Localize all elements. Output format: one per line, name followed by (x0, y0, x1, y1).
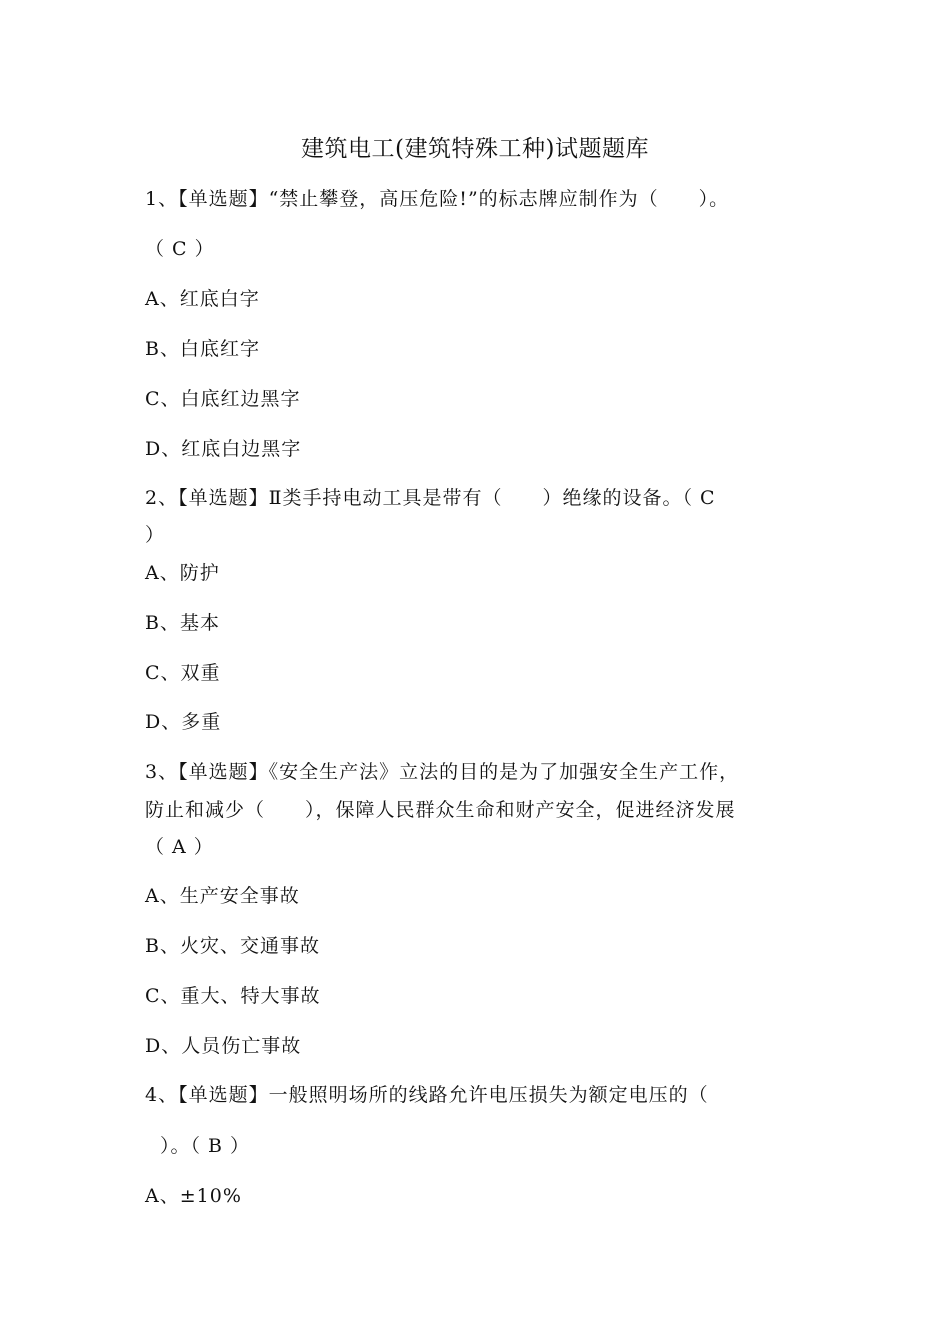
question-3-option-c: C、重大、特大事故 (145, 985, 321, 1007)
question-4-stem-line-2: ）。（ B ） (160, 1135, 251, 1157)
question-3-option-d: D、人员伤亡事故 (145, 1035, 302, 1057)
question-4-stem-line-1: 4、【单选题】一般照明场所的线路允许电压损失为额定电压的（ (145, 1084, 709, 1106)
question-4-option-a: A、±10% (145, 1185, 242, 1207)
question-2-stem-line-1: 2、【单选题】Ⅱ类手持电动工具是带有（ ）绝缘的设备。（ C (145, 487, 716, 509)
question-1-option-d: D、红底白边黑字 (145, 438, 302, 460)
question-3-stem-line-2: 防止和减少（ ），保障人民群众生命和财产安全，促进经济发展 (145, 799, 736, 821)
question-2-option-b: B、基本 (145, 612, 220, 634)
question-3-option-b: B、火灾、交通事故 (145, 935, 320, 957)
question-1-stem: 1、【单选题】“禁止攀登，高压危险!”的标志牌应制作为（ ）。 (145, 188, 730, 210)
question-3-option-a: A、生产安全事故 (145, 885, 300, 907)
question-2-option-c: C、双重 (145, 662, 221, 684)
question-1-answer: （ C ） (145, 238, 215, 260)
question-1-option-b: B、白底红字 (145, 338, 260, 360)
question-3-stem-line-1: 3、【单选题】《安全生产法》立法的目的是为了加强安全生产工作， (145, 761, 740, 783)
question-2-option-a: A、防护 (145, 562, 220, 584)
question-2-option-d: D、多重 (145, 711, 222, 733)
question-2-stem-line-2: ） (145, 524, 166, 546)
question-1-option-a: A、红底白字 (145, 288, 260, 310)
question-3-answer: （ A ） (145, 836, 214, 858)
question-1-option-c: C、白底红边黑字 (145, 388, 301, 410)
document-title: 建筑电工(建筑特殊工种)试题题库 (301, 136, 649, 162)
